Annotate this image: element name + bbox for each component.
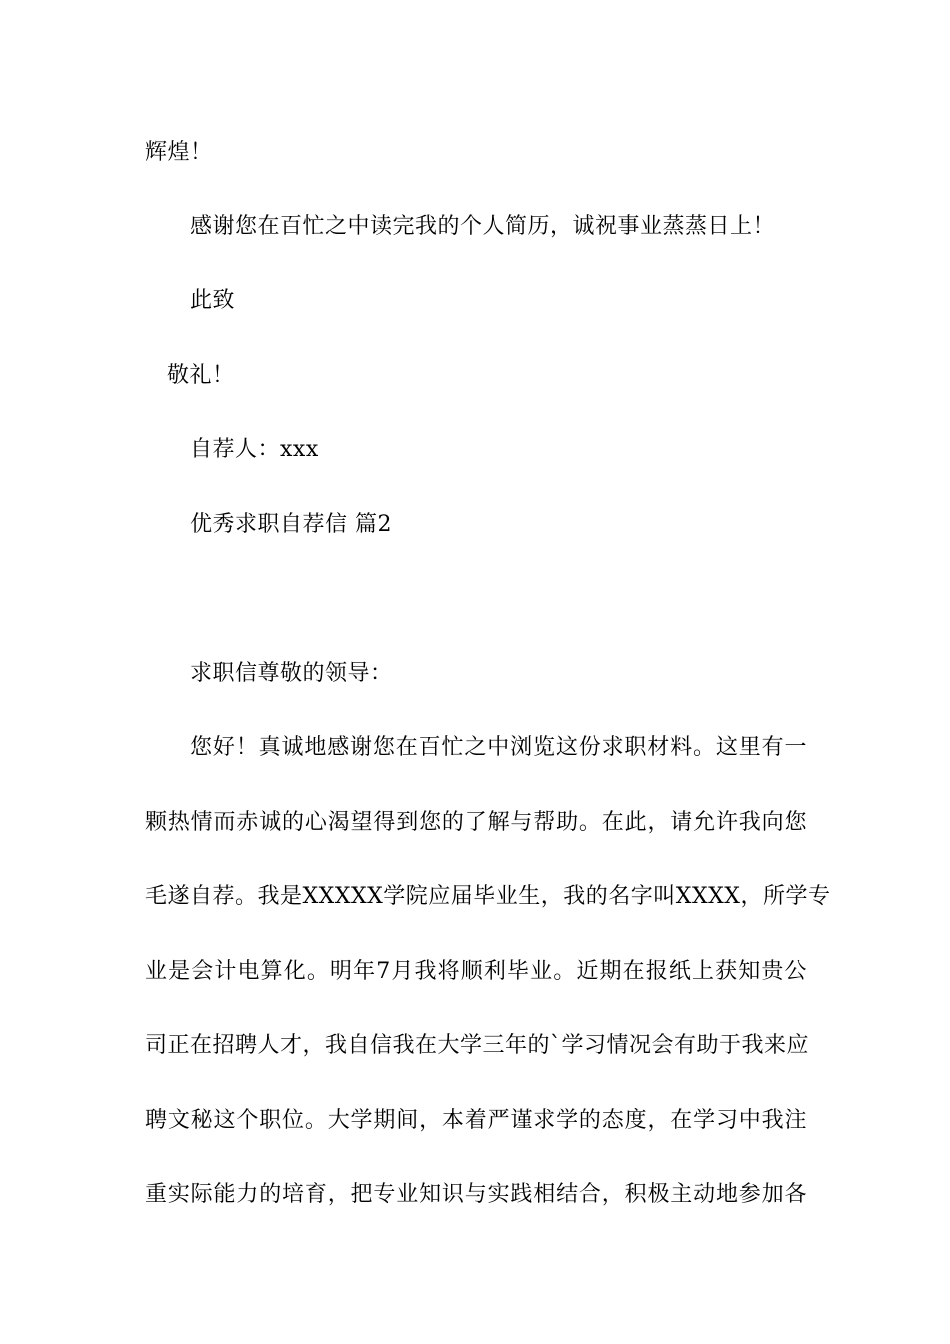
text-line-signature: 自荐人：xxx [190,437,319,462]
paragraph-line-3: 毛遂自荐。我是XXXXX学院应届毕业生，我的名字叫XXXX，所学专 [145,884,831,909]
text-line-salutation-ci-zhi: 此致 [190,288,236,313]
text-line-thanks: 感谢您在百忙之中读完我的个人简历，诚祝事业蒸蒸日上！ [190,214,776,239]
paragraph-line-6: 聘文秘这个职位。大学期间，本着严谨求学的态度，在学习中我注 [145,1108,807,1133]
text-line-closing-fragment: 辉煌！ [145,140,213,165]
paragraph-line-5: 司正在招聘人才，我自信我在大学三年的`学习情况会有助于我来应 [145,1033,810,1058]
paragraph-line-2: 颗热情而赤诚的心渴望得到您的了解与帮助。在此，请允许我向您 [145,810,807,835]
paragraph-line-4: 业是会计电算化。明年7月我将顺利毕业。近期在报纸上获知贵公 [145,959,807,984]
paragraph-line-7: 重实际能力的培育，把专业知识与实践相结合，积极主动地参加各 [145,1182,807,1207]
paragraph-line-1: 您好！真诚地感谢您在百忙之中浏览这份求职材料。这里有一 [190,735,807,760]
text-line-greeting: 求职信尊敬的领导： [190,661,393,686]
text-line-salutation-jing-li: 敬礼！ [167,363,235,388]
section-heading: 优秀求职自荐信 篇2 [190,512,392,537]
